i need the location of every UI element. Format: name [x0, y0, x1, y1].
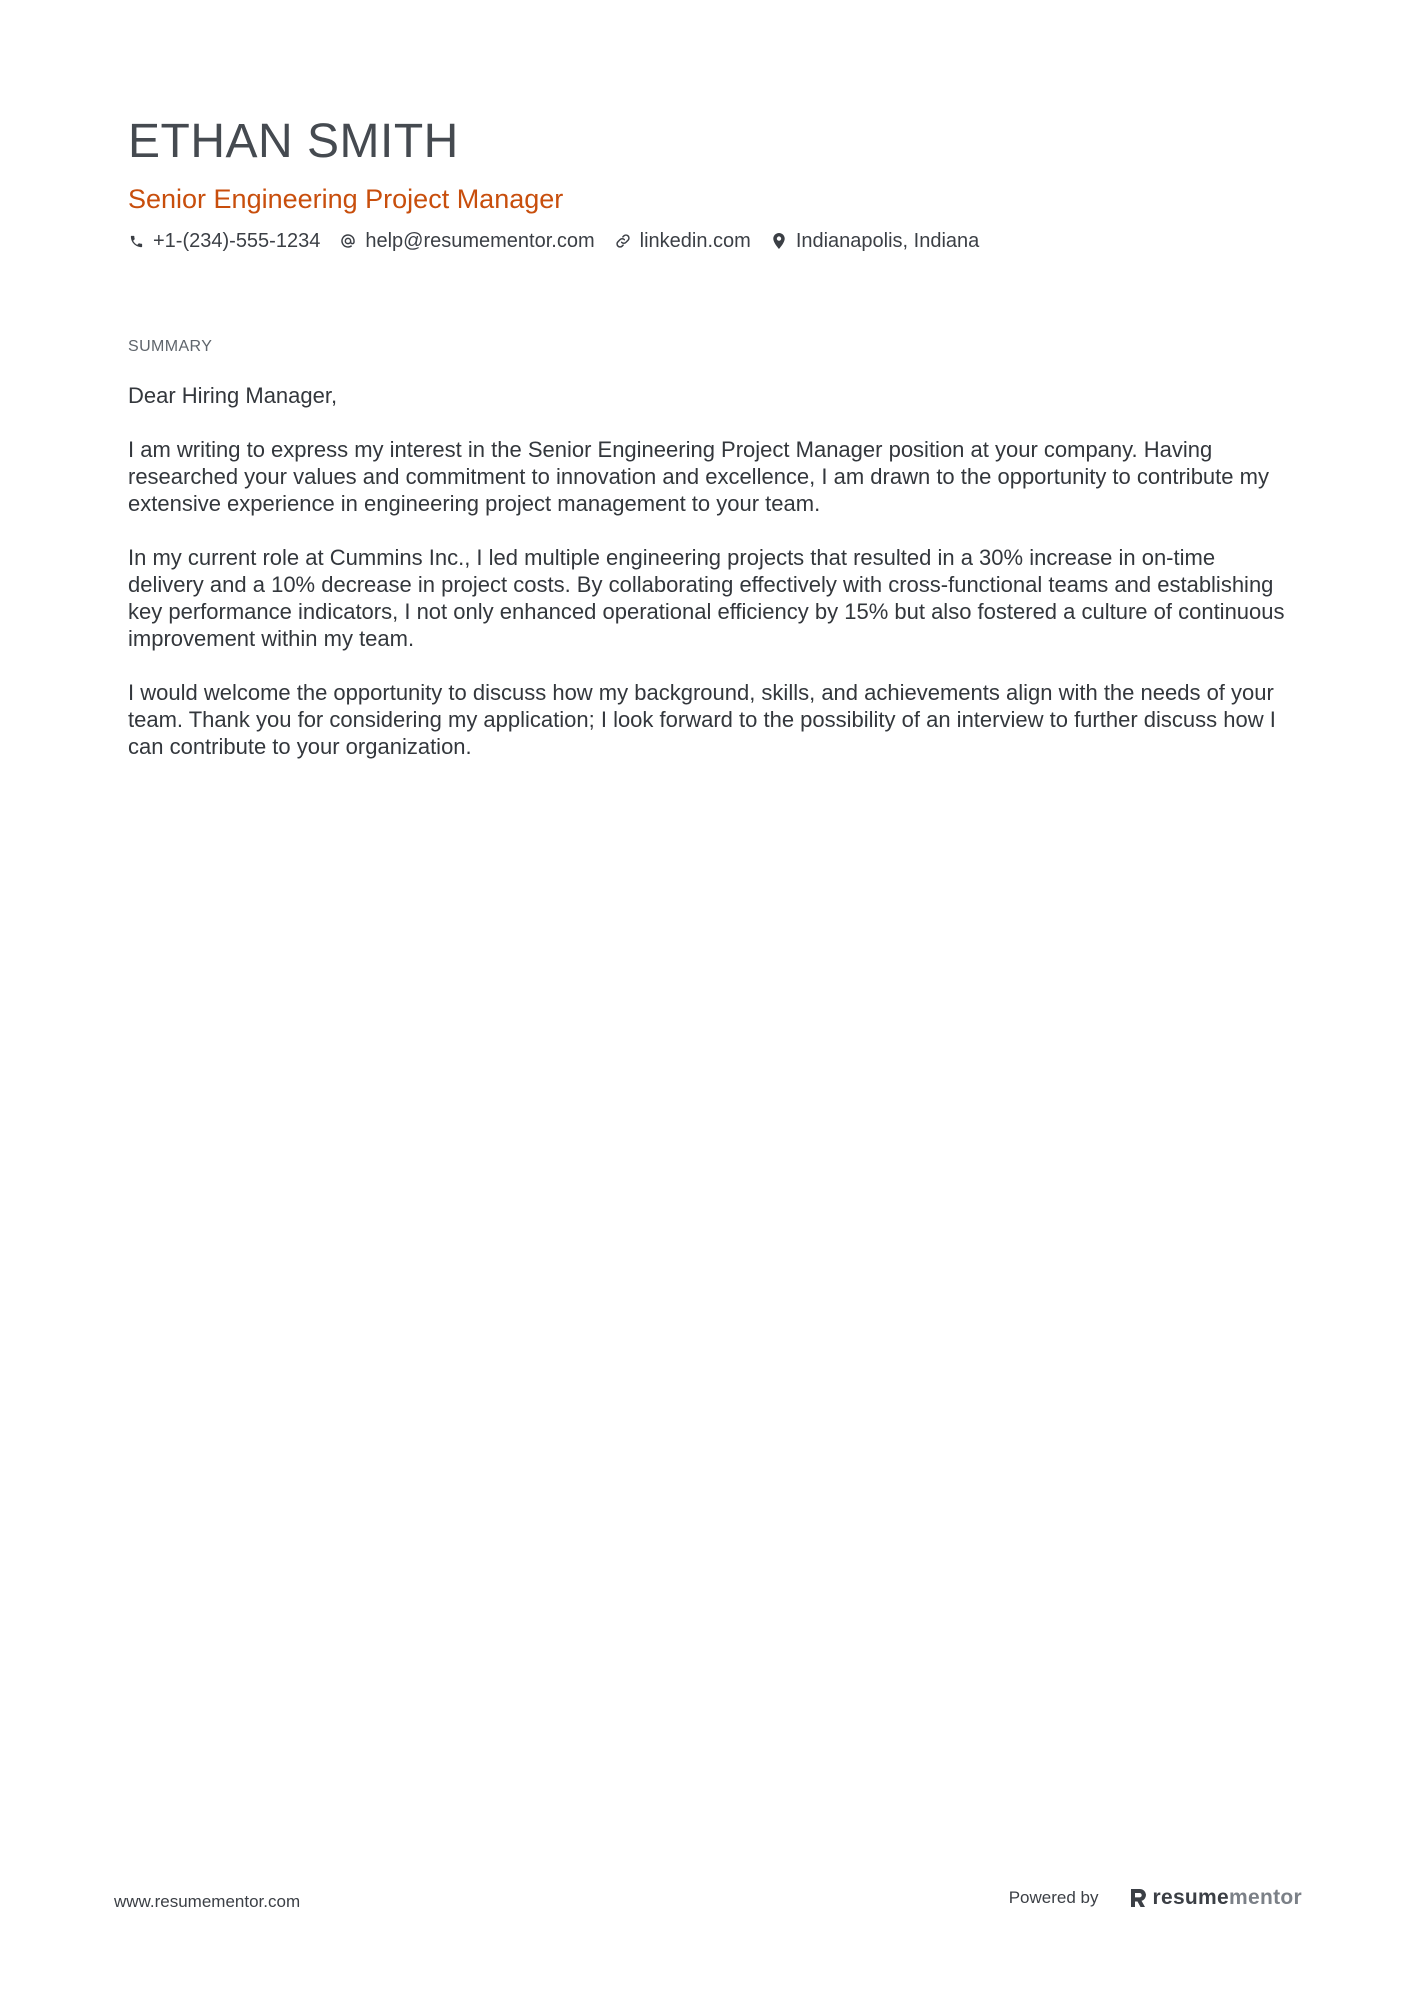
contact-email-text[interactable]: help@resumementor.com: [365, 230, 595, 252]
contact-location: [771, 228, 979, 254]
powered-by-label: Powered by: [1008, 1888, 1099, 1907]
contact-list: [128, 228, 1288, 254]
phone-icon: [128, 233, 144, 249]
brand-text-resume: resume: [1152, 1886, 1230, 1909]
job-title: Senior Engineering Project Manager: [128, 184, 564, 214]
letter-paragraph: I would welcome the opportunity to discuss how my background, skills, and achievements align with the needs of your team. Thank you for considering my application; I look forward to the possibility of an interview to further discuss how I can contribute to your organization.: [128, 680, 1276, 759]
contact-linkedin-text[interactable]: linkedin.com: [639, 230, 751, 252]
section-label-summary: SUMMARY: [128, 338, 213, 355]
letter-paragraph: I am writing to express my interest in the Senior Engineering Project Manager position at your company. Having researched your values and commitment to innovation and excellence, I am drawn to the opportunity to contribute my extensive experience in engineering project management to your team.: [128, 437, 1269, 516]
contact-email[interactable]: [340, 228, 594, 254]
contact-phone-text: +1-(234)-555-1234: [153, 230, 321, 252]
footer-website[interactable]: www.resumementor.com: [114, 1892, 301, 1911]
header: [128, 112, 1288, 254]
footer-branding: [1009, 1886, 1302, 1910]
contact-phone: [128, 228, 320, 254]
salutation: Dear Hiring Manager,: [128, 383, 338, 408]
cover-letter-body: [128, 382, 1288, 787]
letter-paragraph: In my current role at Cummins Inc., I led multiple engineering projects that resulted in a 30% increase in on-time delivery and a 10% decrease in project costs. By collaborating effectively with cross-functional teams and establishing key performance indicators, I not only enhanced operational efficiency by 15% but also fostered a culture of continuous improvement within my team.: [128, 545, 1285, 651]
contact-location-text: Indianapolis, Indiana: [795, 230, 980, 252]
brand-logo[interactable]: [1129, 1886, 1303, 1910]
candidate-name: ETHAN SMITH: [128, 115, 459, 168]
contact-linkedin[interactable]: [615, 228, 751, 254]
link-icon: [615, 233, 631, 249]
at-icon: [340, 233, 356, 249]
resumementor-logo-icon: [1129, 1887, 1149, 1909]
location-pin-icon: [771, 233, 787, 249]
brand-text-mentor: mentor: [1229, 1886, 1302, 1909]
